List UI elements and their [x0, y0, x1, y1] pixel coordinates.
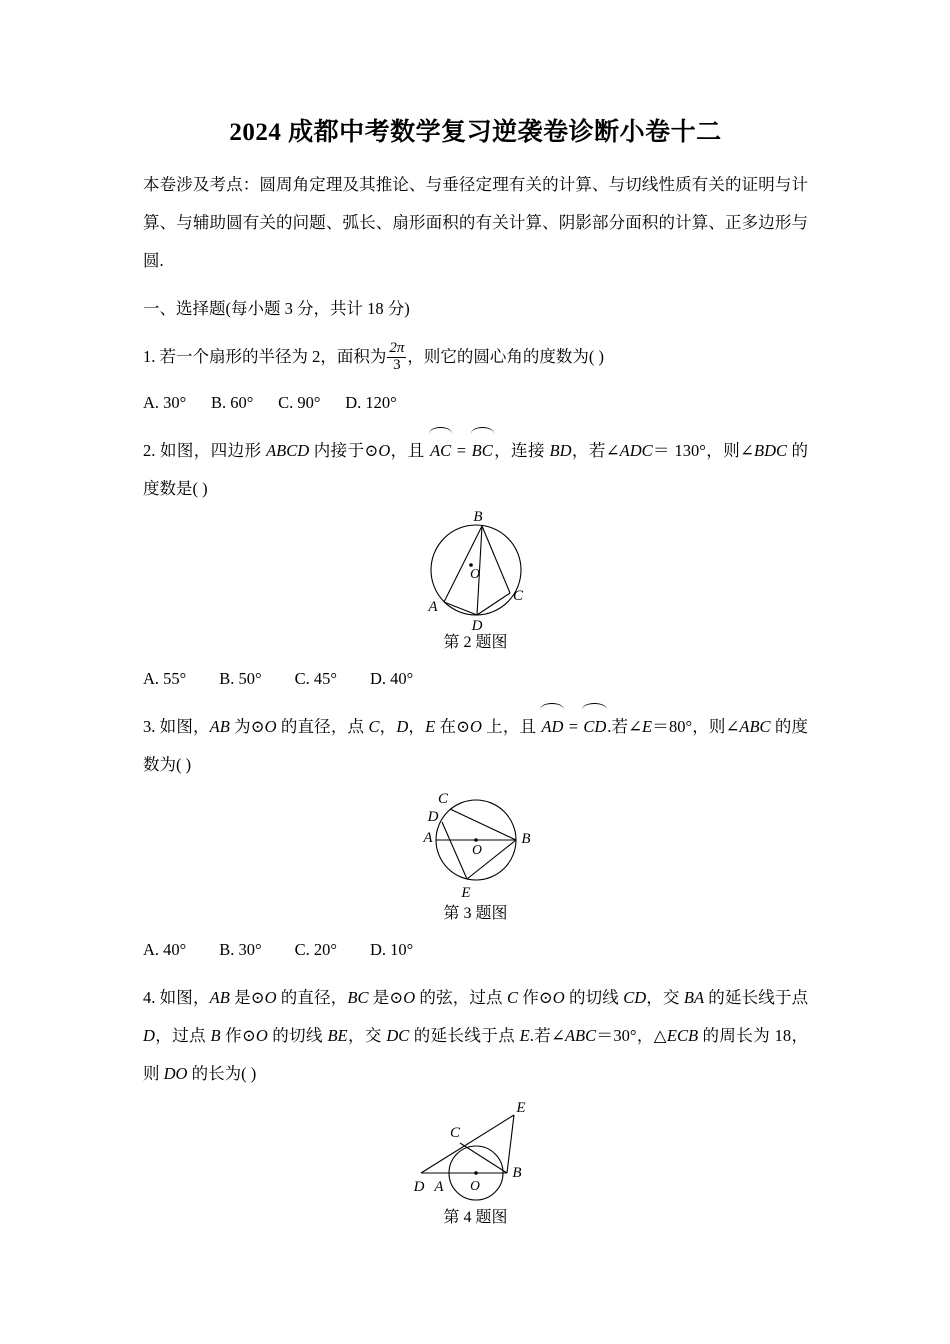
q4-part8: ，交 [646, 988, 684, 1008]
q2-part6: ＝ 130°，则∠ [652, 441, 754, 460]
question-1 [143, 338, 808, 376]
fig3-chord-DE [442, 822, 467, 879]
q4-italic6: O [552, 988, 565, 1008]
intro-paragraph: 本卷涉及考点：圆周角定理及其推论、与垂径定理有关的计算、与切线性质有关的证明与计算、与辅助圆有关的问题、弧长、扇形面积的有关计算、阴影部分面积的计算、正多边形与圆. [143, 175, 808, 270]
fig3-label-C: C [437, 791, 448, 808]
q3-part4: ， [379, 717, 397, 737]
q2-part7: 的度数是( ) [143, 441, 809, 498]
q4-part7: 的切线 [564, 988, 624, 1008]
q2-part3: ，且 [390, 441, 430, 460]
q4-italic16: ECB [666, 1026, 699, 1046]
q4-italic4: O [403, 988, 416, 1008]
q2-eq: = [452, 441, 471, 460]
q4-part5: 的弦，过点 [415, 988, 507, 1008]
q4-italic5: C [506, 988, 518, 1008]
q4-part6: 作⊙ [518, 988, 553, 1008]
q3-italic3: C [368, 717, 380, 737]
q4-part12: 的切线 [267, 1026, 328, 1046]
question-4-number: 4. [143, 988, 156, 1008]
q3-part2: 为⊙ [229, 717, 265, 737]
q2-part2: 内接于⊙ [309, 441, 379, 460]
fig4-label-C: C [449, 1125, 460, 1142]
figure-2-caption: 第 2 题图 [443, 634, 508, 651]
q4-italic1: AB [209, 988, 230, 1008]
q4-part1: 如图， [159, 988, 210, 1008]
q3-italic8: ABC [739, 717, 771, 737]
q4-italic10: B [210, 1026, 221, 1046]
q3-italic1: AB [209, 717, 230, 737]
q3-part3: 的直径，点 [276, 717, 369, 737]
q3-part5: ， [408, 717, 426, 737]
q2-italic4: ADC [619, 441, 653, 460]
question-1-text-before: 若一个扇形的半径为 2，面积为 [159, 347, 387, 366]
q2-italic2: O [378, 441, 391, 460]
q3-part8: .若∠ [607, 717, 643, 737]
fig3-label-B: B [520, 831, 531, 848]
q2-italic3: BD [549, 441, 572, 460]
question-4 [143, 979, 808, 1093]
question-2-number: 2. [143, 441, 156, 460]
fig2-label-O: O [469, 566, 480, 581]
q4-italic14: E [519, 1026, 530, 1046]
fig4-label-O: O [469, 1178, 480, 1194]
q2-part5: ，若∠ [571, 441, 620, 460]
fig4-label-D: D [413, 1179, 424, 1196]
question-3 [143, 708, 808, 784]
q2-italic1: ABCD [266, 441, 310, 460]
question-1-options: A. 30° B. 60° C. 90° D. 120° [143, 393, 397, 412]
q3-italic4: D [396, 717, 409, 737]
q2-part1: 如图，四边形 [159, 441, 267, 460]
q4-italic12: BE [327, 1026, 348, 1046]
figure-3-block [143, 784, 808, 923]
q4-part16: ＝30°，△ [596, 1026, 667, 1046]
question-3-options: A. 40° B. 30° C. 20° D. 10° [143, 940, 414, 960]
fig3-label-A: A [422, 830, 433, 847]
q3-italic7: E [642, 717, 653, 737]
q2-italic5: BDC [753, 441, 787, 460]
q3-italic5: E [425, 717, 436, 737]
question-2 [143, 432, 808, 508]
question-1-number: 1. [143, 347, 156, 366]
figure-3-caption: 第 3 题图 [443, 905, 508, 923]
figure-4 [143, 1093, 808, 1208]
figure-2-svg [381, 508, 571, 633]
figure-2-block [143, 508, 808, 652]
q4-italic11: O [255, 1026, 268, 1046]
question-3-number: 3. [143, 717, 156, 737]
q4-italic3: BC [347, 988, 369, 1008]
fig2-label-D: D [471, 618, 482, 633]
q4-italic7: CD [623, 988, 647, 1008]
fig2-label-A: A [427, 599, 438, 615]
fraction-denominator: 3 [387, 357, 406, 374]
figure-3-svg [381, 784, 571, 904]
q4-part3: 的直径， [276, 988, 348, 1008]
q3-part1: 如图， [159, 717, 210, 737]
fig3-label-E: E [460, 885, 471, 902]
arc-BC: BC [471, 432, 494, 470]
q4-part14: 的延长线于点 [409, 1026, 520, 1046]
fig4-label-B: B [511, 1165, 522, 1182]
q3-part6: 在⊙ [435, 717, 470, 737]
question-2-options: A. 55° B. 50° C. 45° D. 40° [143, 669, 414, 689]
fig2-label-B: B [472, 509, 483, 525]
q4-part11: 作⊙ [220, 1026, 256, 1046]
fraction-numerator: 2π [389, 340, 405, 357]
fig2-label-C: C [512, 588, 523, 604]
q4-part9: 的延长线于点 [704, 988, 809, 1008]
figure-4-svg [381, 1093, 571, 1208]
page-title: 2024 成都中考数学复习逆袭卷诊断小卷十二 [229, 119, 722, 146]
section-heading-choice: 一、选择题(每小题 3 分，共计 18 分) [143, 299, 410, 318]
fig3-label-D: D [427, 809, 438, 826]
q3-part10: 的度数为( ) [143, 717, 809, 775]
q4-part10: ，过点 [154, 1026, 211, 1046]
q3-part9: ＝80°，则∠ [652, 717, 740, 737]
q4-italic9: D [143, 1026, 155, 1046]
arc-CD: CD [582, 708, 607, 746]
q4-part17: 的周长为 18，则 [143, 1026, 809, 1084]
q3-eq: = [564, 717, 583, 737]
figure-4-caption: 第 4 题图 [443, 1209, 508, 1227]
q4-part2: 是⊙ [229, 988, 265, 1008]
fig3-label-O: O [471, 842, 482, 858]
fig4-label-E: E [515, 1100, 526, 1117]
page-content [143, 0, 808, 1228]
q4-part15: .若∠ [529, 1026, 565, 1046]
figure-2 [143, 508, 808, 633]
q4-italic13: DC [386, 1026, 410, 1046]
fig4-label-A: A [433, 1179, 444, 1196]
q4-italic17: DO [163, 1064, 188, 1084]
arc-AD: AD [540, 708, 564, 746]
q4-part4: 是⊙ [368, 988, 404, 1008]
q3-part7: 上，且 [481, 717, 541, 737]
q3-italic6: O [469, 717, 482, 737]
q4-italic15: ABC [564, 1026, 597, 1046]
q4-italic8: BA [683, 988, 705, 1008]
q4-part13: ，交 [347, 1026, 387, 1046]
arc-AC: AC [429, 432, 452, 470]
q2-part4: ，连接 [493, 441, 550, 460]
q3-italic2: O [264, 717, 277, 737]
fraction-2pi-over-3 [387, 341, 406, 374]
q4-part18: 的长为( ) [187, 1064, 257, 1084]
question-1-text-after: ，则它的圆心角的度数为( ) [407, 347, 605, 366]
figure-4-block [143, 1093, 808, 1227]
q4-italic2: O [264, 988, 277, 1008]
figure-3 [143, 784, 808, 904]
fig4-tangent-DCE [421, 1115, 514, 1173]
